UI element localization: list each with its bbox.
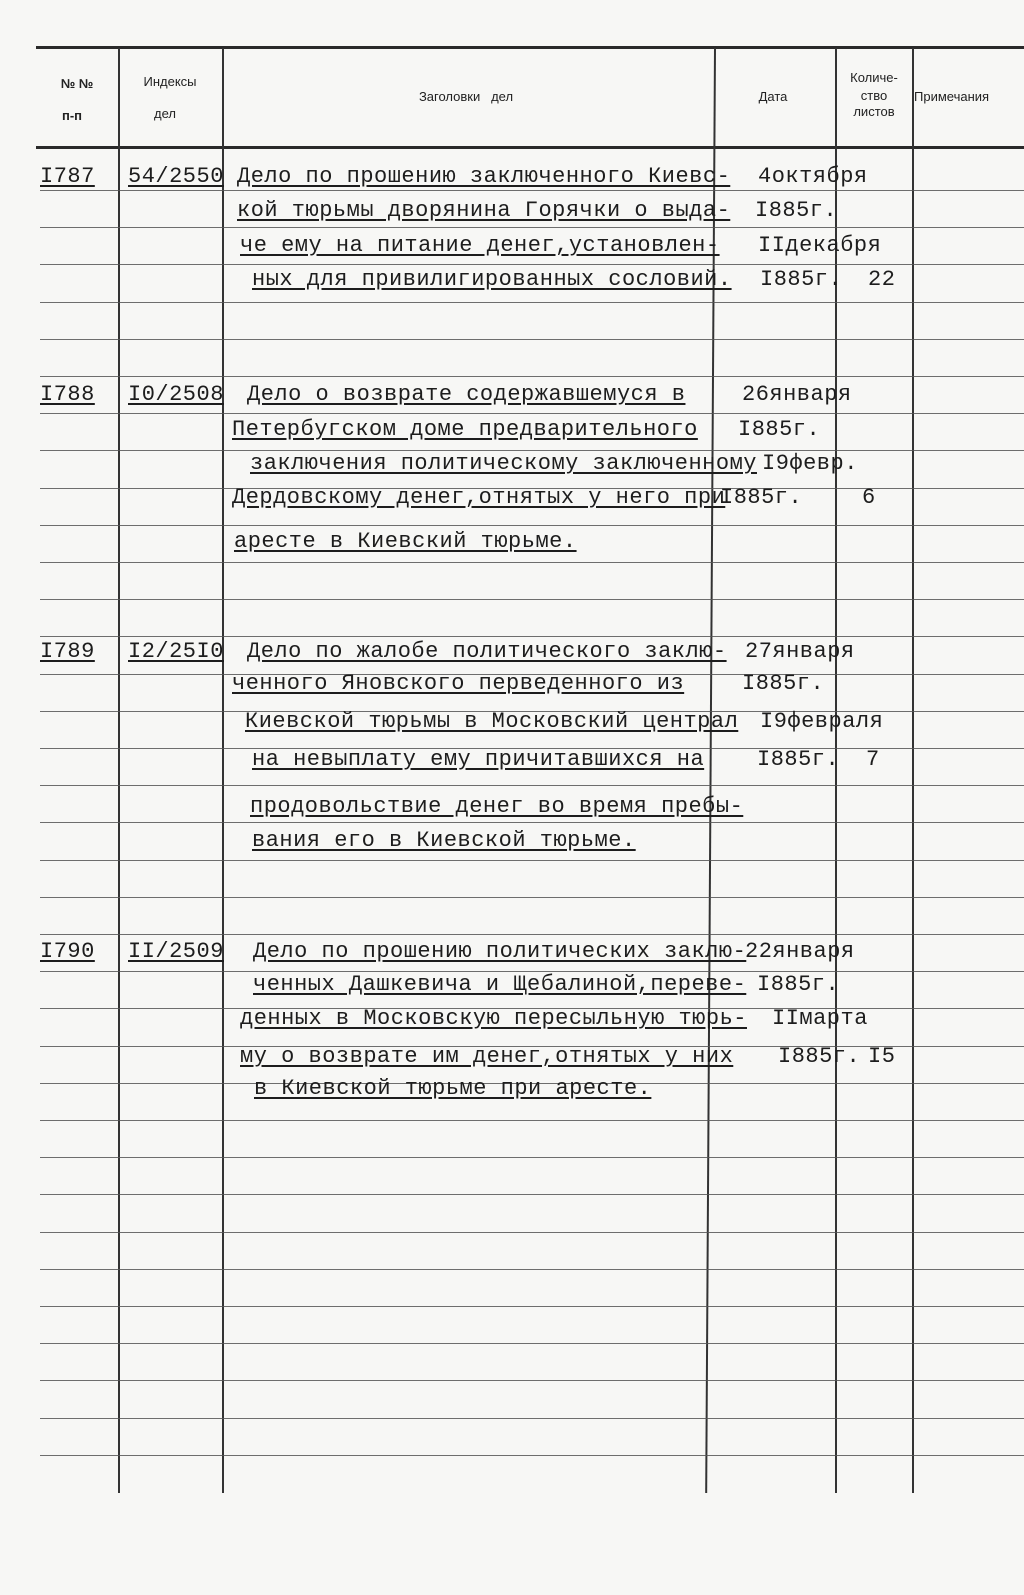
entry-title-line: аресте в Киевский тюрьме. bbox=[234, 529, 577, 554]
entry-index: II/2509 bbox=[128, 939, 224, 964]
entry-date: I885г. bbox=[720, 485, 803, 510]
entry-date: I9февр. bbox=[762, 451, 858, 476]
header-index-sub: дел bbox=[154, 106, 176, 121]
entry-title-line: ных для привилигированных сословий. bbox=[252, 267, 732, 292]
ruled-line bbox=[40, 1418, 1024, 1419]
entry-date: 26января bbox=[742, 382, 852, 407]
entry-date: IIдекабря bbox=[758, 233, 882, 258]
ruled-line bbox=[40, 785, 1024, 786]
entry-date: I885г. bbox=[778, 1044, 861, 1069]
entry-title-line: Дело по прошению политических заклю- bbox=[253, 939, 747, 964]
header-bottom-border bbox=[36, 146, 1024, 149]
header-sheets-2: ство bbox=[860, 88, 888, 103]
entry-title-line: денных в Московскую пересыльную тюрь- bbox=[240, 1006, 747, 1031]
ruled-line bbox=[40, 897, 1024, 898]
entry-sheet-count: 7 bbox=[866, 747, 880, 772]
entry-title-line: на невыплату ему причитавшихся на bbox=[252, 747, 705, 772]
header-date: Дата bbox=[758, 89, 788, 104]
ruled-line bbox=[40, 1455, 1024, 1456]
ruled-line bbox=[40, 376, 1024, 377]
ruled-line bbox=[40, 227, 1024, 228]
entry-title-line: Дело по жалобе политического заклю- bbox=[247, 639, 727, 664]
entry-title-line: Дердовскому денег,отнятых у него при bbox=[232, 485, 726, 510]
entry-title-line: че ему на питание денег,установлен- bbox=[240, 233, 720, 258]
entry-title-line: ченных Дашкевича и Щебалиной,переве- bbox=[253, 972, 747, 997]
ruled-line bbox=[40, 1380, 1024, 1381]
entry-sheet-count: 6 bbox=[862, 485, 876, 510]
top-border bbox=[36, 46, 1024, 49]
ruled-line bbox=[40, 190, 1024, 191]
entry-date: 27января bbox=[745, 639, 855, 664]
entry-date: I885г. bbox=[760, 267, 843, 292]
entry-date: I885г. bbox=[755, 198, 838, 223]
ruled-line bbox=[40, 1120, 1024, 1121]
entry-date: IIмарта bbox=[772, 1006, 868, 1031]
ruled-line bbox=[40, 1232, 1024, 1233]
entry-title-line: в Киевской тюрьме при аресте. bbox=[254, 1076, 652, 1101]
entry-index: I0/2508 bbox=[128, 382, 224, 407]
entry-date: I885г. bbox=[738, 417, 821, 442]
entry-title-line: продовольствие денег во время пребы- bbox=[250, 794, 744, 819]
header-sheets-1: Количе- bbox=[850, 70, 898, 85]
ruled-line bbox=[40, 822, 1024, 823]
header-num: № № bbox=[60, 76, 94, 91]
ruled-line bbox=[40, 1194, 1024, 1195]
ruled-line bbox=[40, 413, 1024, 414]
ruled-line bbox=[40, 525, 1024, 526]
entry-date: I885г. bbox=[757, 747, 840, 772]
entry-title-line: Петербугском доме предварительного bbox=[232, 417, 698, 442]
entry-title-line: ченного Яновского перведенного из bbox=[232, 671, 685, 696]
ruled-line bbox=[40, 302, 1024, 303]
entry-title-line: кой тюрьмы дворянина Горячки о выда- bbox=[237, 198, 731, 223]
entry-number: I790 bbox=[40, 939, 95, 964]
ruled-line bbox=[40, 599, 1024, 600]
entry-title-line: Дело по прошению заключенного Киевс- bbox=[237, 164, 731, 189]
entry-date: I885г. bbox=[757, 972, 840, 997]
entry-title-line: заключения политическому заключенному bbox=[250, 451, 757, 476]
ruled-line bbox=[40, 636, 1024, 637]
entry-number: I789 bbox=[40, 639, 95, 664]
ruled-line bbox=[40, 1306, 1024, 1307]
entry-date: I9февраля bbox=[760, 709, 884, 734]
ruled-line bbox=[40, 264, 1024, 265]
entry-date: 4октября bbox=[758, 164, 868, 189]
ruled-line bbox=[40, 1157, 1024, 1158]
entry-title-line: Дело о возврате содержавшемуся в bbox=[247, 382, 686, 407]
entry-date: I885г. bbox=[742, 671, 825, 696]
entry-index: I2/25I0 bbox=[128, 639, 224, 664]
ruled-line bbox=[40, 1269, 1024, 1270]
header-index: Индексы bbox=[143, 74, 197, 89]
header-titles: Заголовки дел bbox=[418, 89, 514, 104]
entry-sheet-count: I5 bbox=[868, 1044, 896, 1069]
ruled-line bbox=[40, 562, 1024, 563]
header-num-sub: п-п bbox=[61, 108, 83, 123]
ruled-line bbox=[40, 1343, 1024, 1344]
entry-sheet-count: 22 bbox=[868, 267, 896, 292]
entry-index: 54/2550 bbox=[128, 164, 224, 189]
ruled-line bbox=[40, 860, 1024, 861]
entry-date: 22января bbox=[745, 939, 855, 964]
entry-title-line: Киевской тюрьмы в Московский централ bbox=[245, 709, 739, 734]
entry-number: I787 bbox=[40, 164, 95, 189]
header-sheets-3: листов bbox=[853, 104, 895, 119]
entry-title-line: му о возврате им денег,отнятых у них bbox=[240, 1044, 734, 1069]
entry-title-line: вания его в Киевской тюрьме. bbox=[252, 828, 636, 853]
ruled-line bbox=[40, 339, 1024, 340]
header-notes: Примечания bbox=[914, 89, 990, 104]
entry-number: I788 bbox=[40, 382, 95, 407]
ruled-line bbox=[40, 934, 1024, 935]
